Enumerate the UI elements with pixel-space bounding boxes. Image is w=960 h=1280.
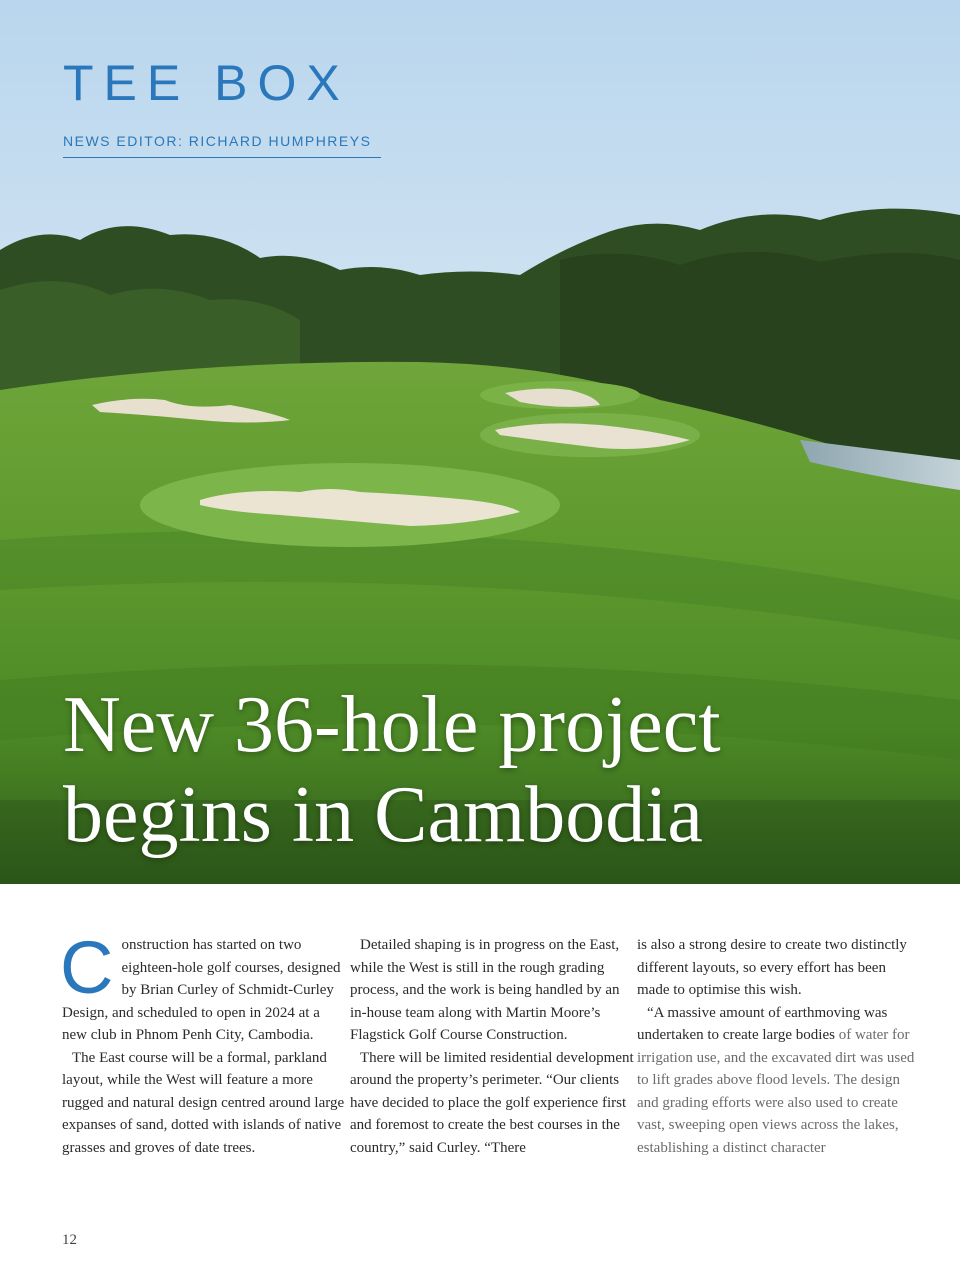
faded-text: of water for irrigation use, and the excavated dirt was used to lift grades above flood levels. The design and grading efforts were also used to create vast, sweeping open views across the lakes, establishing a distinct character <box>637 1027 915 1156</box>
page-number: 12 <box>62 1232 77 1248</box>
article-paragraph <box>60 926 347 1047</box>
article-headline: New 36-hole project begins in Cambodia <box>63 681 721 859</box>
article-paragraph: is also a strong desire to create two distinctly different layouts, so every effort has been made to optimise this wish. <box>637 937 907 998</box>
paragraph-text: onstruction has started on two eighteen-hole golf courses, designed by Brian Curley of Schmidt-Curley Design, and scheduled to open in 2024 at a new club in Phnom Penh City, Cambodia. <box>62 937 341 1043</box>
article-column-2 <box>350 934 635 1159</box>
article-paragraph: Detailed shaping is in progress on the East, while the West is still in the rough grading process, and the work is being handled by an in-house team along with Martin Moore’s Flagstick Golf Course Construction. <box>350 937 620 1043</box>
article-paragraph: There will be limited residential development around the property’s perimeter. “Our clients have decided to place the golf experience first and foremost to create the best courses in the country,” said Curley. “There <box>350 1049 634 1156</box>
news-editor-credit: NEWS EDITOR: RICHARD HUMPHREYS <box>63 133 381 158</box>
article-paragraph: The East course will be a formal, parkland layout, while the West will feature a more rugged and natural design centred around large expanses of sand, dotted with islands of native grasses and groves of date trees. <box>62 1049 345 1156</box>
article-paragraph <box>637 1002 922 1160</box>
article-column-3 <box>637 934 922 1159</box>
section-title: TEE BOX <box>63 55 350 111</box>
drop-cap: C <box>60 926 114 1009</box>
article-column-1 <box>60 926 347 1159</box>
paragraph-text: “A massive amount of earthmoving was undertaken to create large bodies <box>637 1004 888 1043</box>
